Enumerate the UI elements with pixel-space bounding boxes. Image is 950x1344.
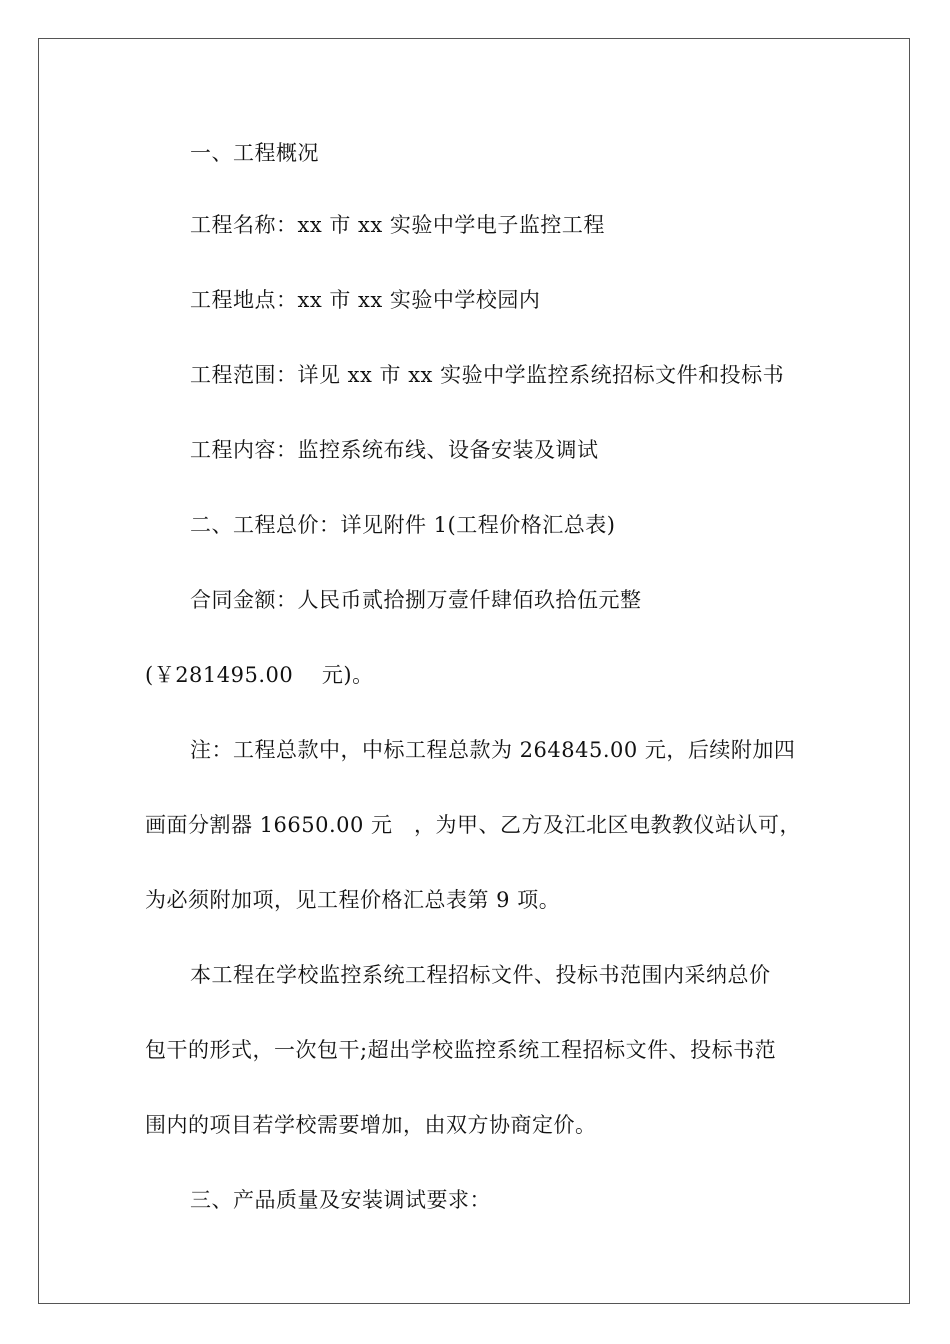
contract-amount-line: 合同金额：人民币贰拾捌万壹仟肆佰玖拾伍元整 bbox=[190, 588, 642, 612]
project-content-line: 工程内容：监控系统布线、设备安装及调试 bbox=[190, 438, 599, 462]
note-line-3: 为必须附加项，见工程价格汇总表第 9 项。 bbox=[145, 888, 561, 912]
heading-project-overview: 一、工程概况 bbox=[190, 141, 319, 165]
contract-amount-figure-line: (￥281495.00 元)。 bbox=[145, 663, 374, 687]
project-location-line: 工程地点：xx 市 xx 实验中学校园内 bbox=[190, 288, 541, 312]
project-name-line: 工程名称：xx 市 xx 实验中学电子监控工程 bbox=[190, 213, 605, 237]
contract-terms-line-3: 围内的项目若学校需要增加，由双方协商定价。 bbox=[145, 1113, 597, 1137]
heading-total-price: 二、工程总价：详见附件 1(工程价格汇总表) bbox=[190, 513, 616, 537]
note-line-1: 注：工程总款中，中标工程总款为 264845.00 元，后续附加四 bbox=[190, 738, 796, 762]
heading-quality-requirements: 三、产品质量及安装调试要求： bbox=[190, 1188, 491, 1212]
contract-terms-line-2: 包干的形式，一次包干;超出学校监控系统工程招标文件、投标书范 bbox=[145, 1038, 777, 1062]
contract-terms-line-1: 本工程在学校监控系统工程招标文件、投标书范围内采纳总价 bbox=[190, 963, 771, 987]
project-scope-line: 工程范围：详见 xx 市 xx 实验中学监控系统招标文件和投标书 bbox=[190, 363, 785, 387]
note-line-2: 画面分割器 16650.00 元 ，为甲、乙方及江北区电教教仪站认可， bbox=[145, 813, 802, 837]
